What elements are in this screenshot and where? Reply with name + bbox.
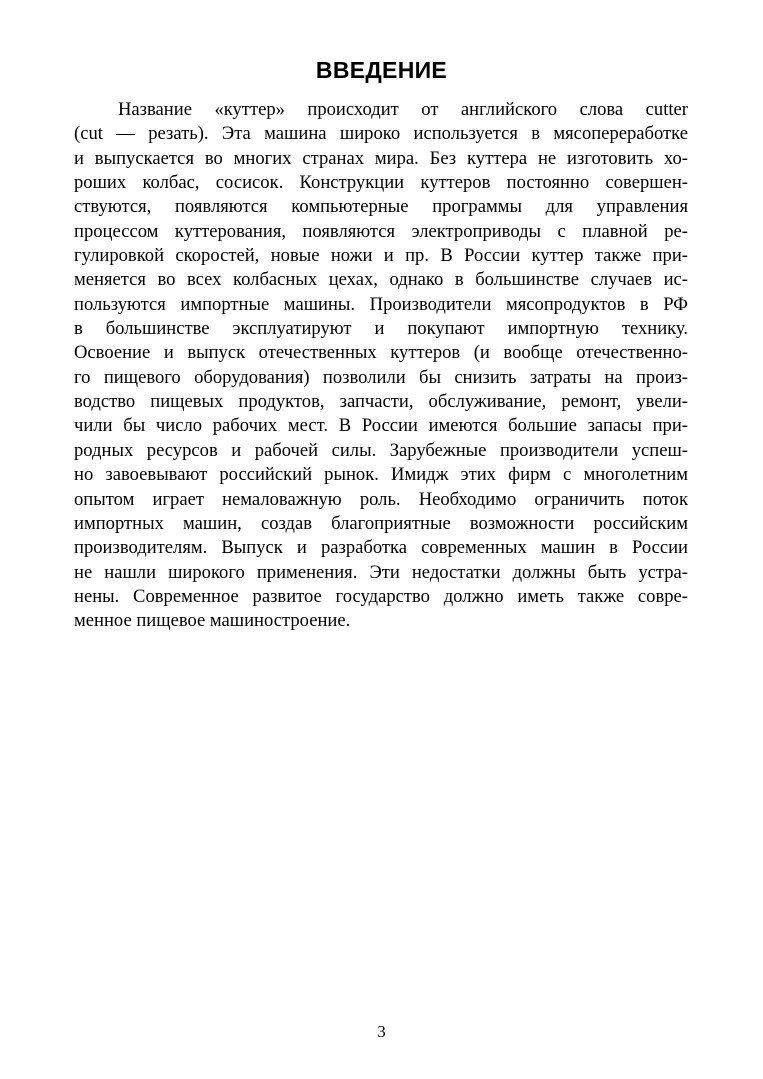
- paragraph-line: пользуются импортные машины. Производители мясопродуктов в РФ: [74, 293, 688, 315]
- page-number: 3: [377, 1022, 386, 1041]
- paragraph-line: роших колбас, сосисок. Конструкции куттеров постоянно совершен-: [74, 172, 688, 194]
- paragraph-line: чили бы число рабочих мест. В России имеются большие запасы при-: [74, 415, 688, 437]
- paragraph-line: менное пищевое машиностроение.: [74, 610, 351, 632]
- page-title: ВВЕДЕНИЕ: [315, 57, 448, 83]
- paragraph-line: нены. Современное развитое государство должно иметь также совре-: [74, 585, 688, 607]
- paragraph-line: производителям. Выпуск и разработка современных машин в России: [74, 537, 688, 559]
- paragraph-line: го пищевого оборудования) позволили бы снизить затраты на произ-: [74, 366, 688, 388]
- paragraph-line: родных ресурсов и рабочей силы. Зарубежные производители успеш-: [74, 439, 688, 461]
- paragraph-line: (cut — резать). Эта машина широко используется в мясопереработке: [74, 123, 688, 145]
- paragraph-line: и выпускается во многих странах мира. Без куттера не изготовить хо-: [74, 147, 688, 169]
- paragraph-line: меняется во всех колбасных цехах, однако в большинстве случаев ис-: [74, 269, 688, 291]
- paragraph-line: ствуются, появляются компьютерные программы для управления: [74, 196, 688, 218]
- paragraph-line: не нашли широкого применения. Эти недостатки должны быть устра-: [74, 561, 688, 583]
- paragraph-line: но завоевывают российский рынок. Имидж этих фирм с многолетним: [74, 464, 688, 486]
- paragraph-line: опытом играет немаловажную роль. Необходимо ограничить поток: [74, 488, 688, 510]
- paragraph-line: импортных машин, создав благоприятные возможности российским: [74, 512, 688, 534]
- paragraph-line: процессом куттерования, появляются электроприводы с плавной ре-: [74, 220, 688, 242]
- paragraph-line: Название «куттер» происходит от английского слова cutter: [118, 99, 688, 120]
- paragraph-line: в большинстве эксплуатируют и покупают импортную технику.: [74, 318, 688, 340]
- paragraph-line: водство пищевых продуктов, запчасти, обслуживание, ремонт, увели-: [74, 391, 688, 413]
- introduction-paragraph: [74, 98, 688, 634]
- paragraph-line: гулировкой скоростей, новые ножи и пр. В России куттер также при-: [74, 245, 688, 267]
- paragraph-line: Освоение и выпуск отечественных куттеров (и вообще отечественно-: [74, 342, 688, 364]
